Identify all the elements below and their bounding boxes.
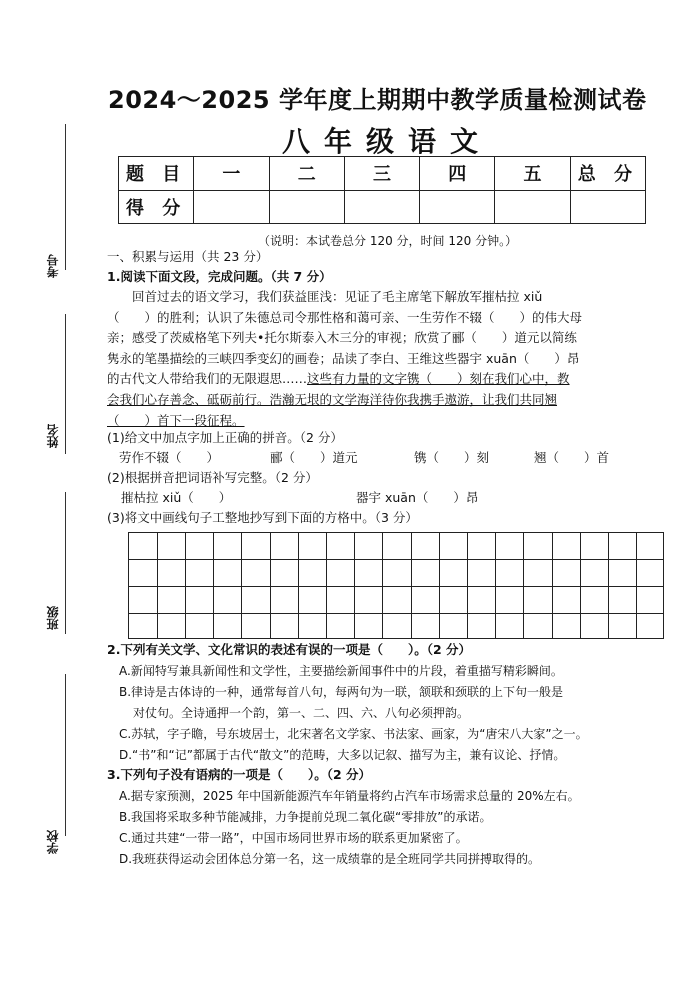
exam-note: （说明：本试卷总分 120 分，时间 120 分钟。） bbox=[258, 234, 518, 248]
option-c[interactable]: C.通过共建“一带一路”，中国市场同世界市场的联系更加紧密了。 bbox=[119, 831, 468, 845]
binding-line bbox=[65, 124, 66, 270]
question-2-title: 2.下列有关文学、文化常识的表述有误的一项是（ ）。（2 分） bbox=[107, 642, 471, 657]
question-1-title: 1.阅读下面文段，完成问题。（共 7 分） bbox=[107, 269, 332, 284]
underlined-sentence: 这些有力量的文字镌（ ）刻在我们心中，教 bbox=[307, 371, 570, 387]
score-cell: 得 分 bbox=[119, 190, 194, 224]
question-3-title: 3.下列句子没有语病的一项是（ ）。（2 分） bbox=[107, 767, 371, 782]
section-heading: 一、积累与运用（共 23 分） bbox=[107, 249, 269, 264]
underlined-sentence: （ ）首下一段征程。 bbox=[107, 412, 245, 428]
score-table-header-row bbox=[119, 157, 646, 191]
subquestion-3: (3)将文中画线句子工整地抄写到下面的方格中。（3 分） bbox=[107, 510, 418, 525]
grid-row-line bbox=[129, 613, 663, 614]
score-table bbox=[118, 156, 646, 224]
label-class: 班级 bbox=[46, 606, 60, 630]
binding-line bbox=[65, 674, 66, 836]
option-a[interactable]: A.新闻特写兼具新闻性和文学性，主要描绘新闻事件中的片段，着重描写精彩瞬间。 bbox=[119, 664, 563, 678]
score-input-cell[interactable] bbox=[570, 190, 645, 224]
binding-line bbox=[65, 314, 66, 454]
passage-line: 回首过去的语文学习，我们获益匪浅：见证了毛主席笔下解放军摧枯拉 xiǔ bbox=[132, 289, 543, 304]
grid-row-line bbox=[129, 586, 663, 587]
label-name: 姓名 bbox=[46, 424, 60, 448]
score-cell: 一 bbox=[194, 157, 269, 191]
passage-text: 的古代文人带给我们的无限遐思…… bbox=[107, 371, 308, 387]
exam-subtitle: 八年级语文 bbox=[282, 125, 493, 158]
score-cell: 二 bbox=[269, 157, 344, 191]
option-b[interactable]: B.律诗是古体诗的一种，通常每首八句，每两句为一联，颔联和颈联的上下句一般是 bbox=[119, 685, 564, 699]
pinyin-item: 镌（ ）刻 bbox=[414, 450, 490, 465]
grid-row-line bbox=[129, 559, 663, 560]
passage-line: 亲；感受了茨威格笔下列夫•托尔斯泰入木三分的审视；欣赏了郦（ ）道元以简练 bbox=[107, 330, 577, 346]
score-input-cell[interactable] bbox=[495, 190, 570, 224]
option-b[interactable]: B.我国将采取多种节能减排，力争提前兑现二氧化碳“零排放”的承诺。 bbox=[119, 810, 492, 824]
score-cell: 四 bbox=[420, 157, 495, 191]
score-cell: 题 目 bbox=[119, 157, 194, 191]
option-c[interactable]: C.苏轼，字子瞻，号东坡居士，北宋著名文学家、书法家、画家，为“唐宋八大家”之一。 bbox=[119, 727, 588, 741]
score-cell: 五 bbox=[495, 157, 570, 191]
label-exam-no: 考号 bbox=[46, 254, 60, 278]
binding-line bbox=[65, 492, 66, 634]
reading-passage bbox=[107, 287, 659, 431]
word-item: 器宇 xuān（ ）昂 bbox=[356, 490, 479, 505]
score-cell: 总 分 bbox=[570, 157, 645, 191]
score-input-cell[interactable] bbox=[269, 190, 344, 224]
subquestion-1: (1)给文中加点字加上正确的拼音。（2 分） bbox=[107, 430, 343, 445]
passage-line: （ ）的胜利；认识了朱德总司令那性格和蔼可亲、一生劳作不辍（ ）的伟大母 bbox=[107, 309, 583, 325]
score-input-cell[interactable] bbox=[344, 190, 419, 224]
underlined-sentence: 会我们心存善念、砥砺前行。浩瀚无垠的文学海洋待你我携手遨游，让我们共同翘 bbox=[107, 391, 558, 407]
word-item: 摧枯拉 xiǔ（ ） bbox=[121, 490, 232, 505]
option-d[interactable]: D.我班获得运动会团体总分第一名，这一成绩靠的是全班同学共同拼搏取得的。 bbox=[119, 852, 541, 866]
passage-line: 隽永的笔墨描绘的三峡四季变幻的画卷；品读了李白、王维这些器宇 xuān（ ）昂 bbox=[107, 350, 580, 366]
subquestion-2: (2)根据拼音把词语补写完整。（2 分） bbox=[107, 470, 318, 485]
option-d[interactable]: D.“书”和“记”都属于古代“散文”的范畴，大多以记叙、描写为主，兼有议论、抒情。 bbox=[119, 748, 566, 762]
pinyin-item: 劳作不辍（ ） bbox=[119, 450, 220, 465]
passage-line bbox=[107, 369, 659, 390]
option-b-continued: 对仗句。全诗通押一个韵，第一、二、四、六、八句必须押韵。 bbox=[133, 706, 470, 720]
score-table-score-row bbox=[119, 190, 646, 224]
score-input-cell[interactable] bbox=[420, 190, 495, 224]
score-input-cell[interactable] bbox=[194, 190, 269, 224]
pinyin-item: 郦（ ）道元 bbox=[270, 450, 358, 465]
exam-title: 2024～2025 学年度上期期中教学质量检测试卷 bbox=[108, 86, 647, 114]
binding-strip bbox=[8, 0, 78, 980]
pinyin-item: 翘（ ）首 bbox=[534, 450, 610, 465]
option-a[interactable]: A.据专家预测，2025 年中国新能源汽车年销量将约占汽车市场需求总量的 20%左右。 bbox=[119, 789, 580, 803]
label-school: 学校 bbox=[46, 830, 60, 854]
writing-grid[interactable] bbox=[128, 532, 664, 639]
score-cell: 三 bbox=[344, 157, 419, 191]
